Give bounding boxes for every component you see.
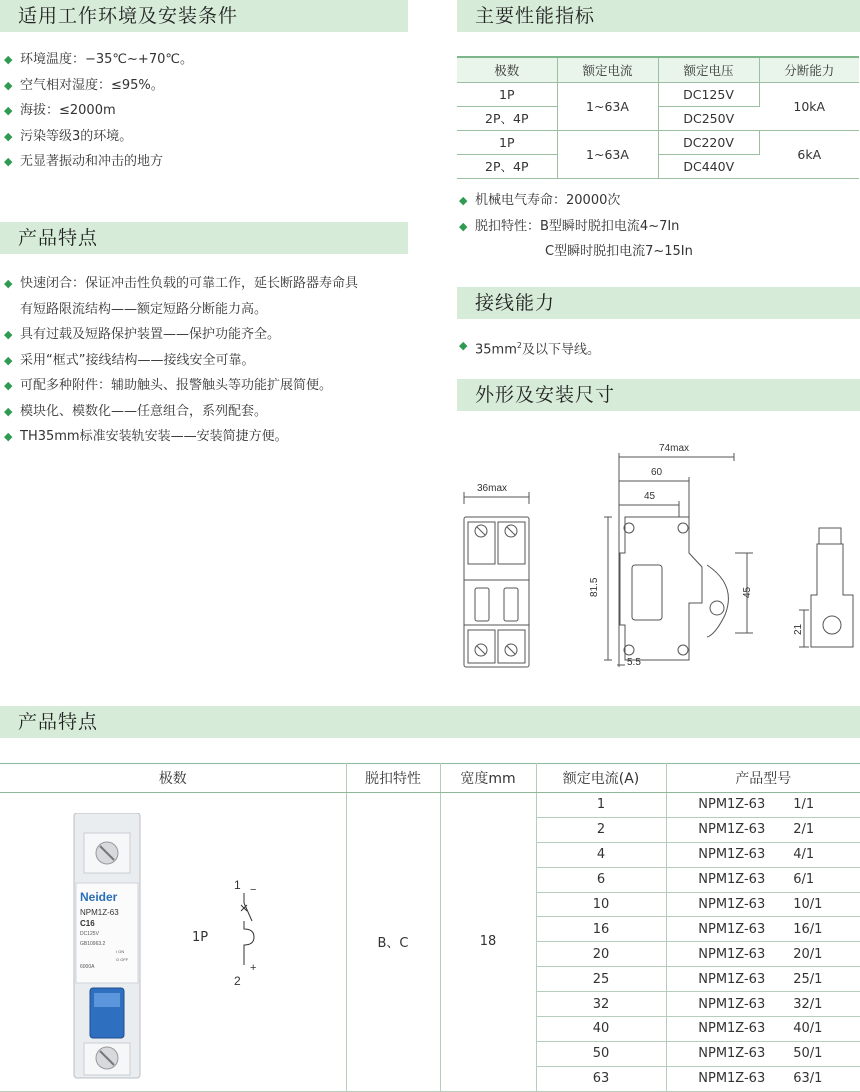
model-name: NPM1Z-63 bbox=[698, 897, 766, 912]
table-cell: 2P、4P bbox=[457, 106, 557, 130]
model-suffix: 32/1 bbox=[793, 996, 823, 1012]
perf-notes bbox=[459, 188, 693, 265]
list-item: ◆ 污染等级3的环境。 bbox=[4, 124, 193, 150]
header-cell: 极数 bbox=[0, 764, 346, 793]
model-cell bbox=[666, 842, 860, 867]
terminal-minus: − bbox=[250, 884, 257, 896]
trip-cell: B、C bbox=[346, 793, 440, 1092]
dim-label-36max: 36max bbox=[477, 483, 508, 494]
device-model: NPM1Z-63 bbox=[80, 908, 119, 917]
device-brand: Neider bbox=[80, 890, 118, 904]
dim-label-74max: 74max bbox=[659, 443, 690, 454]
dim-label-60: 60 bbox=[651, 467, 663, 478]
list-item: ◆ 环境温度：−35℃~+70℃。 bbox=[4, 47, 193, 73]
table-cell: 1P bbox=[457, 82, 557, 106]
current-cell: 16 bbox=[536, 917, 666, 942]
model-suffix: 20/1 bbox=[793, 946, 823, 962]
list-item-continuation: C型瞬时脱扣电流7~15In bbox=[545, 244, 693, 259]
header-cell: 额定电压 bbox=[658, 57, 759, 82]
current-cell: 10 bbox=[536, 892, 666, 917]
header-cell: 脱扣特性 bbox=[346, 764, 440, 793]
poles-value: 1P bbox=[192, 930, 209, 945]
table-cell: 2P、4P bbox=[457, 154, 557, 178]
current-cell: 20 bbox=[536, 942, 666, 967]
model-suffix: 4/1 bbox=[793, 847, 815, 863]
product-section-header: 产品特点 bbox=[0, 706, 860, 738]
model-name: NPM1Z-63 bbox=[698, 872, 766, 888]
model-name: NPM1Z-63 bbox=[698, 822, 766, 838]
table-header-row bbox=[0, 764, 860, 793]
model-name: NPM1Z-63 bbox=[698, 921, 766, 937]
model-suffix: 16/1 bbox=[793, 921, 823, 937]
table-cell: 10kA bbox=[759, 82, 859, 130]
dim-label-81-5: 81.5 bbox=[589, 577, 600, 597]
current-cell: 63 bbox=[536, 1066, 666, 1091]
terminal-1: 1 bbox=[234, 878, 241, 892]
model-suffix: 25/1 bbox=[793, 971, 823, 987]
current-cell: 2 bbox=[536, 817, 666, 842]
table-row bbox=[0, 793, 860, 818]
table-cell: DC440V bbox=[658, 154, 759, 178]
model-cell bbox=[666, 1066, 860, 1091]
list-item: ◆ 空气相对湿度：≤95%。 bbox=[4, 73, 193, 99]
list-item-continuation: 有短路限流结构——额定短路分断能力高。 bbox=[20, 301, 268, 317]
model-cell bbox=[666, 817, 860, 842]
list-item: ◆ 快速闭合：保证冲击性负载的可靠工作，延长断路器寿命具 bbox=[4, 271, 358, 297]
features-section-header: 产品特点 bbox=[0, 222, 408, 254]
dimension-drawing bbox=[457, 425, 860, 690]
table-cell: DC125V bbox=[658, 82, 759, 106]
device-on: I ON bbox=[116, 949, 125, 954]
table-row bbox=[457, 82, 859, 106]
wiring-text: 及以下导线。 bbox=[521, 342, 600, 358]
perf-section-header: 主要性能指标 bbox=[457, 0, 860, 32]
model-cell bbox=[666, 992, 860, 1017]
wiring-list bbox=[459, 333, 600, 363]
env-list bbox=[4, 47, 193, 175]
list-item: ◆ 具有过载及短路保护装置——保护功能齐全。 bbox=[4, 322, 358, 348]
model-suffix: 63/1 bbox=[793, 1071, 823, 1087]
list-item: ◆ TH35mm标准安装轨安装——安装简捷方便。 bbox=[4, 424, 358, 450]
current-cell: 4 bbox=[536, 842, 666, 867]
model-suffix: 40/1 bbox=[793, 1021, 823, 1037]
list-item: ◆ 机械电气寿命：20000次 bbox=[459, 188, 693, 214]
list-item: ◆ 模块化、模数化——任意组合，系列配套。 bbox=[4, 399, 358, 425]
model-name: NPM1Z-63 bbox=[698, 1046, 766, 1062]
wiring-text: 35mm bbox=[475, 342, 517, 358]
current-cell: 50 bbox=[536, 1041, 666, 1066]
dim-label-45-side: 45 bbox=[742, 586, 753, 598]
device-ka: 6000A bbox=[80, 964, 95, 970]
model-suffix: 1/1 bbox=[793, 797, 815, 813]
model-cell bbox=[666, 793, 860, 818]
table-row bbox=[457, 130, 859, 154]
current-cell: 32 bbox=[536, 992, 666, 1017]
dim-label-45-top: 45 bbox=[644, 491, 656, 502]
model-name: NPM1Z-63 bbox=[698, 996, 766, 1012]
model-name: NPM1Z-63 bbox=[698, 971, 766, 987]
model-cell bbox=[666, 967, 860, 992]
device-std: GB10963.2 bbox=[80, 941, 106, 947]
model-cell bbox=[666, 942, 860, 967]
dim-label-21: 21 bbox=[793, 623, 804, 635]
dims-section-header: 外形及安装尺寸 bbox=[457, 379, 860, 411]
model-cell bbox=[666, 917, 860, 942]
wiring-section-header: 接线能力 bbox=[457, 287, 860, 319]
header-cell: 宽度mm bbox=[440, 764, 536, 793]
header-cell: 极数 bbox=[457, 57, 557, 82]
list-item: ◆ 无显著振动和冲击的地方 bbox=[4, 149, 193, 175]
model-name: NPM1Z-63 bbox=[698, 1071, 766, 1087]
current-cell: 40 bbox=[536, 1017, 666, 1042]
model-cell bbox=[666, 1041, 860, 1066]
width-cell: 18 bbox=[440, 793, 536, 1092]
header-cell: 额定电流 bbox=[557, 57, 658, 82]
table-cell: 1~63A bbox=[557, 130, 658, 178]
header-cell: 产品型号 bbox=[666, 764, 860, 793]
breaker-symbol-icon bbox=[228, 875, 268, 995]
list-item: ◆ 采用“框式”接线结构——接线安全可靠。 bbox=[4, 348, 358, 374]
poles-cell bbox=[0, 793, 346, 1092]
current-cell: 25 bbox=[536, 967, 666, 992]
features-list bbox=[4, 271, 358, 450]
table-cell: 6kA bbox=[759, 130, 859, 178]
model-suffix: 50/1 bbox=[793, 1046, 823, 1062]
model-name: NPM1Z-63 bbox=[698, 847, 766, 863]
model-cell bbox=[666, 892, 860, 917]
model-cell bbox=[666, 867, 860, 892]
model-suffix: 6/1 bbox=[793, 872, 815, 888]
model-name: NPM1Z-63 bbox=[698, 797, 766, 813]
terminal-2: 2 bbox=[234, 974, 241, 988]
current-cell: 1 bbox=[536, 793, 666, 818]
model-name: NPM1Z-63 bbox=[698, 946, 766, 962]
model-name: NPM1Z-63 bbox=[698, 1021, 766, 1037]
table-header-row bbox=[457, 57, 859, 82]
table-cell: 1P bbox=[457, 130, 557, 154]
list-item: ◆ 海拔：≤2000m bbox=[4, 98, 193, 124]
current-cell: 6 bbox=[536, 867, 666, 892]
dim-label-5-5: 5.5 bbox=[627, 657, 641, 668]
device-dc: DC125V bbox=[80, 931, 99, 937]
device-off: O OFF bbox=[116, 957, 129, 962]
product-table bbox=[0, 763, 860, 1092]
header-cell: 额定电流(A) bbox=[536, 764, 666, 793]
perf-table bbox=[457, 56, 859, 179]
breaker-image bbox=[62, 813, 152, 1083]
list-item: ◆ 可配多种附件：辅助触头、报警触头等功能扩展简便。 bbox=[4, 373, 358, 399]
model-suffix: 10/1 bbox=[793, 897, 823, 912]
table-cell: DC220V bbox=[658, 130, 759, 154]
device-rating: C16 bbox=[80, 919, 95, 928]
superscript: 2 bbox=[516, 341, 522, 350]
table-cell: 1~63A bbox=[557, 82, 658, 130]
env-section-header: 适用工作环境及安装条件 bbox=[0, 0, 408, 32]
header-cell: 分断能力 bbox=[759, 57, 859, 82]
model-cell bbox=[666, 1017, 860, 1042]
list-item bbox=[459, 333, 600, 363]
terminal-plus: + bbox=[250, 962, 257, 974]
model-suffix: 2/1 bbox=[793, 822, 815, 838]
list-item: ◆ 脱扣特性：B型瞬时脱扣电流4~7In bbox=[459, 214, 693, 240]
table-cell: DC250V bbox=[658, 106, 759, 130]
